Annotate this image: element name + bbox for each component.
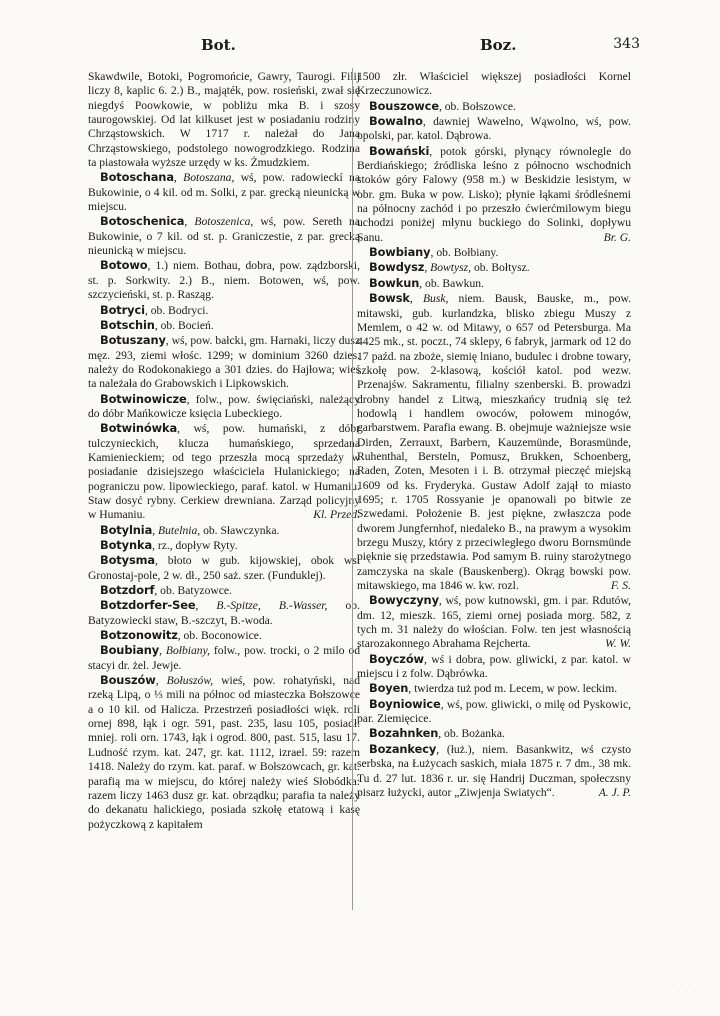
dictionary-entry (88, 70, 360, 170)
header-center-word: Boz. (480, 36, 517, 54)
entry-text: (łuż.), niem. Basankwitz, wś czysto serbska, na Łużycach saskich, miała 1875 r. 7 dm., 38 mk. Tu d. 27 lut. 1836 r. ur. się Handrij Duczman, społeczsny pisarz łużycki, autor „Ziwjenja Swiatych“. (357, 742, 631, 799)
entry-text: wieś, pow. rohatyński, nad rzeką Lipą, o ⅓ mili na północ od miasteczka Bołszowce a o 10 kil. od Halicza. Przestrzeń posiadłości więk. roli ornej 898, łąk i ogr. 591, past. 235, lasu 105, posiadł. mniej. roli orn. 1743, łąk i ogrod. 800, past. 515, lasu 17. Ludność rzym. kat. 247, gr. kat. 1112, izrael. 59: razem 1418. Należy do rzym. kat. paraf. w Bołszowcach, gr. kat. parafią ma w miejscu, do której należy wieś Słobódka: razem liczy 1463 dusz gr. kat. obrządku; parafia ta należy do dekanatu halickiego, posiada szkołę etatową i kasę pożyczkową z kapitałem (88, 674, 361, 831)
entry-headword: Bowański (369, 143, 430, 158)
page-number: 343 (613, 36, 640, 52)
entry-text: ob. Bołbiany. (436, 246, 499, 260)
entry-headword: Botoschana (100, 170, 174, 185)
entry-text: 1.) niem. Bothau, dobra, pow. ządzborski, st. p. Sorkwity. 2.) B., niem. Botowen, wś, pow. szczycieński, st. p. Rasząg. (88, 259, 361, 302)
entry-text: ob. Batyzowiecki staw, B.-szczyt, B.-woda. (88, 599, 360, 627)
entry-headword: Botylnia (100, 522, 153, 537)
entry-headword: Bowkun (369, 275, 420, 290)
right-column (357, 70, 631, 800)
dictionary-entry: Boyczów, wś i dobra, pow. gliwicki, z par. katol. w miejscu i z folw. Dąbrówka. (357, 651, 632, 681)
dictionary-entry: Botschin, ob. Bocień. (100, 317, 214, 332)
entry-variant: Bołbiany, (165, 644, 211, 658)
dictionary-entry: Bowbiany, ob. Bołbiany. (369, 245, 499, 260)
entry-headword: Botwinówka (100, 421, 178, 436)
entry-text: rz., dopływ Ryty. (157, 539, 238, 552)
entry-text: błoto w gub. kijowskiej, obok wsi Gronostaj-pole, 2 w. dł., 250 saż. szer. (Funduklej). (88, 554, 361, 582)
marginal-noise: · · · (677, 987, 698, 995)
dictionary-entry: Botysma, błoto w gub. kijowskiej, obok wsi Gronostaj-pole, 2 w. dł., 250 saż. szer. (Funduklej). (88, 553, 361, 582)
entry-text: wś, pow kutnowski, gm. i par. Rdutów, dm. 12, mieszk. 165, ziemi ornej posiada morg. 582, z tych m. 31 należy do włościan. Folw. ten jest własnością starozakonnego Abrahama Rejcherta. (357, 594, 631, 651)
dictionary-entry: Bowański, potok górski, płynący równolegle do Berdiańskiego; źródliska leśno z północno wschodnich stoków góry Falowy (958 m.) w Beskidzie lesistym, w obr. gm. Buka w pow. Lisko); płynie łąkami śródleśnemi na północny zachód i po przeszło ćwierćmilowym biegu uchodzi poniżej młynu buckiego do Solinki, dopływu Sanu. (357, 143, 632, 244)
entry-text: folw., pow. trocki, o 2 milo od stacyi dr. żel. Jewje. (88, 644, 360, 672)
entry-text: potok górski, płynący równolegle do Berdiańskiego; źródliska leśno z północno wschodnich stoków góry Falowy (958 m.) w Beskidzie lesistym, w obr. gm. Buka w pow. Lisko); płynie łąkami śródleśnemi na północny zachód i po przeszło ćwierćmilowym biegu uchodzi poniżej młynu buckiego do Solinki, dopływu Sanu. (357, 144, 632, 244)
entry-headword: Botoschenica (100, 214, 185, 229)
entry-text: dawniej Wawelno, Wąwolno, wś, pow. opolski, par. katol. Dąbrowa. (357, 115, 632, 143)
entry-text: wś, pow. Sereth na Bukowinie, o 7 kil. od st. p. Graniczestie, z par. grecką nieunicką w miejscu. (88, 215, 361, 258)
dictionary-entry (357, 70, 631, 99)
entry-author-signature: F. S. (610, 579, 631, 593)
entry-text: twierdza tuż pod m. Lecem, w pow. leckim. (414, 682, 618, 696)
entry-headword: Bowsk (369, 291, 410, 306)
entry-variant: Butelnia, (157, 523, 201, 537)
entry-headword: Bowdysz (369, 260, 425, 275)
dictionary-entry: Botuszany, wś, pow. bałcki, gm. Harnaki, liczy dusz męz. 293, ziemi włośc. 1299; w dominium 3260 dzies. należy do Rodokonakiego a 301 dzies. do Hajłowa; wieś ta należała do Grabowskich i Lipkowskich. (88, 333, 361, 391)
dictionary-entry: Bowkun, ob. Bawkun. (369, 275, 484, 290)
running-header (88, 36, 640, 56)
dictionary-entry: Boyniowice, wś, pow. gliwicki, o milę od Pyskowic, par. Ziemięcice. (357, 696, 632, 726)
dictionary-entry: Botowo, 1.) niem. Bothau, dobra, pow. ządzborski, st. p. Sorkwity. 2.) B., niem. Botowen, wś, pow. szczycieński, st. p. Rasząg. (88, 258, 361, 302)
entry-headword: Botuszany (100, 333, 166, 348)
entry-text: wś, pow. humański, z dóbr tulczynieckich, klucza humańskiego, sprzedana Kamienieckiem; od tego przeszła mocą sprzedaży w posiadanie dzisiejszego właściciela Hulanickiego; na pograniczu pow. lipowieckiego, paraf. katol. w Humaniu. Staw dosyć rybny. Cerkiew drewniana. Zarząd policyjny w Humaniu. (88, 422, 361, 522)
entry-headword: Bozankecy (369, 741, 437, 756)
dictionary-entry: Bowalno, dawniej Wawelno, Wąwolno, wś, pow. opolski, par. katol. Dąbrowa. (357, 114, 632, 143)
entry-author-signature: Br. G. (603, 230, 631, 244)
entry-text: 1500 złr. Właściciel większej posiadłości Kornel Krzeczunowicz. (357, 70, 631, 98)
dictionary-entry: Bowyczyny, wś, pow kutnowski, gm. i par. Rdutów, dm. 12, mieszk. 165, ziemi ornej posiada morg. 582, z tych m. 31 należy do włościan. Folw. ten jest własnością starozakonnego Abrahama Rejcherta. (357, 593, 631, 651)
dictionary-entry: Boyen, twierdza tuż pod m. Lecem, w pow. leckim. (369, 681, 618, 696)
entry-headword: Boyniowice (369, 696, 441, 711)
entry-headword: Botschin (100, 317, 155, 332)
dictionary-entry: Bozankecy, (łuż.), niem. Basankwitz, wś czysto serbska, na Łużycach saskich, miała 1875 r. 7 dm., 38 mk. Tu d. 27 lut. 1836 r. ur. się Handrij Duczman, społeczsny pisarz łużycki, autor „Ziwjenja Swiatych“. (357, 741, 631, 799)
entry-headword: Boubiany (100, 643, 160, 658)
dictionary-entry: Botoschenica, Botoszenica, wś, pow. Sereth na Bukowinie, o 7 kil. od st. p. Graniczestie, z par. grecką nieunicką w miejscu. (88, 214, 361, 258)
dictionary-entry: Bozahnken, ob. Bożanka. (369, 726, 505, 741)
dictionary-entry: Botylnia, Butelnia, ob. Sławczynka. (100, 522, 280, 537)
entry-text: wś, pow. bałcki, gm. Harnaki, liczy dusz męz. 293, ziemi włośc. 1299; w dominium 3260 dzies. należy do Rodokonakiego a 301 dzies. do Hajłowa; wieś ta należała do Grabowskich i Lipkowskich. (88, 334, 361, 391)
entry-text: ob. Bocień. (160, 318, 214, 332)
entry-variant: Bołuszów, (166, 674, 214, 688)
entry-text: ob. Batyzowce. (160, 584, 232, 598)
dictionary-entry: Botzonowitz, ob. Boconowice. (100, 628, 262, 643)
entry-text: niem. Bausk, Bauske, m., pow. mitawski, gub. kurlandzka, blisko zbiegu Muszy z Memlem, o 42 w. od Mitawy, o 657 od Petersburga. Ma 4425 mk., st. poczt., 74 sklepy, 6 fabryk, jarmark od 12 do 17 paźd. na zboże, siemię lniano, budulec i drobne towary, szkołę pow. 2-klasową, kościół katol. pod wezw. Przenajśw. Sakramentu, filialny szenberski. B. prowadzi drobny handel z Litwą, mieszkańcy trudnią się też hodowlą i handlem owoców, połowem minogów, garbarstwem. Parafia ewang. B. obejmuje ważniejsze wsie Dirden, Zerrauxt, Barbern, Kauzemünde, Borasmünde, Ruhenthal, Bersteln, Pomusz, Brukken, Schoenberg, Raden, Zoten, Mesoten i i. B. otrzymał pieczęć miejską 1609 od ks. Fryderyka. Gustaw Adolf zajął to miasto 1695; r. 1705 Rossyanie je opanowali po bitwie ze Szwedami. Położenie B. jest piękne, zwłaszcza pode dworem Jungfernhof, niedaleko B., na prawym a wysokim brzegu Muszy, który z przeciwległego dworu Bornsmünde pięknie się przedstawia. Pod samym B. ruiny starożytnego zamczyska na skale (Bauskenberg). Okrąg bowski pow. mitawskiego, ma 1846 w. kw. rozl. (357, 292, 631, 593)
entry-headword: Bouszów (100, 673, 156, 688)
entry-headword: Bowbiany (369, 245, 431, 260)
dictionary-entry: Botzdorf, ob. Batyzowce. (100, 583, 232, 598)
entry-text: wś i dobra, pow. gliwicki, z par. katol. w miejscu i z folw. Dąbrówka. (357, 652, 632, 681)
entry-text: ob. Bodryci. (150, 303, 209, 317)
entry-headword: Botynka (100, 538, 153, 552)
entry-headword: Bowyczyny (369, 593, 439, 608)
entry-variant: B.-Spitze, B.-Wasser, (216, 599, 328, 613)
entry-text: wś, pow. gliwicki, o milę od Pyskowic, par. Ziemięcice. (357, 697, 632, 726)
dictionary-entry: Botwinowicze, folw., pow. święciański, należący do dóbr Mańkowicze księcia Lubeckiego. (88, 391, 361, 420)
dictionary-entry: Botzdorfer-See, B.-Spitze, B.-Wasser, ob. Batyzowiecki staw, B.-szczyt, B.-woda. (88, 598, 360, 627)
dictionary-entry: Boubiany, Bołbiany, folw., pow. trocki, o 2 milo od stacyi dr. żel. Jewje. (88, 643, 360, 672)
entry-headword: Boyczów (369, 651, 424, 666)
dictionary-entry: Botwinówka, wś, pow. humański, z dóbr tulczynieckich, klucza humańskiego, sprzedana Kamienieckiem; od tego przeszła mocą sprzedaży w posiadanie dzisiejszego właściciela Hulanickiego; na pograniczu pow. lipowieckiego, paraf. katol. w Humaniu. Staw dosyć rybny. Cerkiew drewniana. Zarząd policyjny w Humaniu. (88, 421, 361, 522)
dictionary-entry: Botoschana, Botoszana, wś, pow. radowieckí na Bukowinie, o 4 kil. od m. Solki, z par. grecką nieunicką w miejscu. (88, 170, 360, 214)
entry-headword: Bowalno (369, 114, 423, 129)
entry-headword: Botysma (100, 553, 156, 568)
dictionary-entry: Botryci, ob. Bodryci. (100, 302, 209, 317)
entry-variant: Bowtysz, (430, 261, 472, 275)
entry-text: Skawdwile, Botoki, Pogromońcie, Gawry, Taurogi. Filij liczy 8, kaplic 6. 2.) B., mająték, pow. rosieński, zwał się niegdyś Poowkowie, w pobliżu mka B. i szosy taurogowskiej. Od lat kilkuset jest w posiadaniu rodziny Chrząstowskich. W 1717 r. należał do Jana Chrząstowskiego, podstolego nowogrodzkiego. Rodzina ta piastowała wyższe urzędy w ks. Żmudzkiem. (88, 70, 360, 170)
entry-headword: Botzdorf (100, 583, 155, 598)
dictionary-entry: Bouszów, Bołuszów, wieś, pow. rohatyński, nad rzeką Lipą, o ⅓ mili na północ od miasteczka Bołszowce a o 10 kil. od Halicza. Przestrzeń posiadłości więk. roli ornej 898, łąk i ogr. 591, past. 235, lasu 105, posiadł. mniej. roli orn. 1743, łąk i ogrod. 800, past. 515, lasu 17. Ludność rzym. kat. 247, gr. kat. 1112, izrael. 59: razem 1418. Należy do rzym. kat. paraf. w Bołszowcach, gr. kat. parafią ma w miejscu, do której należy wieś Słobódka: razem liczy 1463 dusz gr. kat. obrządku; parafia ta należy do dekanatu halickiego, posiada szkołę etatową i kasę pożyczkową z kapitałem (88, 673, 361, 831)
dictionary-entry: Bouszowce, ob. Bołszowce. (369, 98, 516, 113)
header-left-word: Bot. (201, 36, 236, 54)
column-divider (352, 68, 353, 910)
entry-author-signature: Kl. Przed. (313, 508, 360, 522)
entry-author-signature: W. W. (605, 637, 631, 651)
entry-text: ob. Bożanka. (444, 727, 505, 741)
entry-text: ob. Sławczynka. (203, 523, 280, 537)
dictionary-entry: Bowdysz, Bowtysz, ob. Bołtysz. (369, 260, 530, 275)
entry-text: folw., pow. święciański, należący do dóbr Mańkowicze księcia Lubeckiego. (88, 392, 361, 420)
entry-text: ob. Bołtysz. (473, 261, 530, 275)
entry-headword: Botowo (100, 258, 148, 273)
entry-text: ob. Bołszowce. (444, 99, 516, 113)
entry-headword: Botzdorfer-See (100, 598, 196, 613)
entry-headword: Bozahnken (369, 726, 439, 741)
entry-headword: Botzonowitz (100, 628, 178, 643)
entry-headword: Boyen (369, 681, 409, 696)
dictionary-entry: Bowsk, Busk, niem. Bausk, Bauske, m., pow. mitawski, gub. kurlandzka, blisko zbiegu Muszy z Memlem, o 42 w. od Mitawy, o 657 od Petersburga. Ma 4425 mk., st. poczt., 74 sklepy, 6 fabryk, jarmark od 12 do 17 paźd. na zboże, siemię lniano, budulec i drobne towary, szkołę pow. 2-klasową, kościół katol. pod wezw. Przenajśw. Sakramentu, filialny szenberski. B. prowadzi drobny handel z Litwą, mieszkańcy trudnią się też hodowlą i handlem owoców, połowem minogów, garbarstwem. Parafia ewang. B. obejmuje ważniejsze wsie Dirden, Zerrauxt, Barbern, Kauzemünde, Borasmünde, Ruhenthal, Bersteln, Pomusz, Brukken, Schoenberg, Raden, Zoten, Mesoten i i. B. otrzymał pieczęć miejską 1609 od ks. Fryderyka. Gustaw Adolf zajął to miasto 1695; r. 1705 Rossyanie je opanowali po bitwie ze Szwedami. Położenie B. jest piękne, zwłaszcza pode dworem Jungfernhof, niedaleko B., na prawym a wysokim brzegu Muszy, który z przeciwległego dworu Bornsmünde pięknie się przedstawia. Pod samym B. ruiny starożytnego zamczyska na skale (Bauskenberg). Okrąg bowski pow. mitawskiego, ma 1846 w. kw. rozl. (357, 291, 631, 593)
entry-author-signature: A. J. P. (598, 785, 631, 799)
entry-headword: Botryci (100, 302, 145, 317)
entry-text: ob. Boconowice. (183, 629, 262, 643)
left-column (88, 70, 360, 832)
dictionary-entry: Botynka, rz., dopływ Ryty. (100, 538, 238, 552)
entry-headword: Bouszowce (369, 98, 439, 113)
entry-headword: Botwinowicze (100, 391, 187, 406)
entry-variant: Botoszenica, (194, 215, 254, 229)
entry-variant: Busk, (422, 292, 449, 306)
entry-text: wś, pow. radowieckí na Bukowinie, o 4 kil. od m. Solki, z par. grecką nieunicką w miejscu. (88, 171, 360, 214)
entry-text: ob. Bawkun. (425, 276, 484, 290)
entry-variant: Botoszana, (183, 171, 235, 185)
